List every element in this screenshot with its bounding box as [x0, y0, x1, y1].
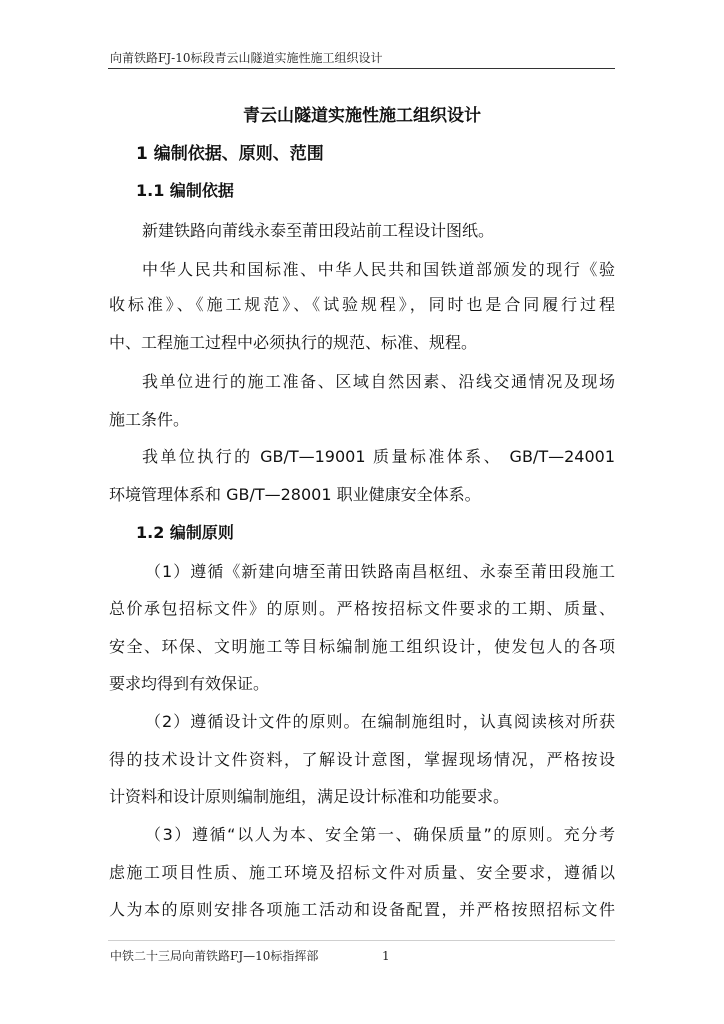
document-title: 青云山隧道实施性施工组织设计	[243, 106, 481, 126]
subsection-heading-1-2: 1.2 编制原则	[136, 523, 234, 542]
paragraph-line: 人为本的原则安排各项施工活动和设备配置，并严格按照招标文件	[109, 900, 615, 919]
paragraph-line: 得的技术设计文件资料，了解设计意图，掌握现场情况，严格按设	[109, 750, 615, 769]
paragraph-line: 收标准》、《施工规范》、《试验规程》，同时也是合同履行过程	[109, 295, 615, 314]
section-heading-1: 1 编制依据、原则、范围	[136, 144, 324, 164]
paragraph-line: （2）遵循设计文件的原则。在编制施组时，认真阅读核对所获	[145, 712, 615, 731]
paragraph-line: 我单位执行的 GB/T—19001 质量标准体系、 GB/T—24001	[142, 447, 615, 466]
paragraph-line: （1）遵循《新建向塘至莆田铁路南昌枢纽、永泰至莆田段施工	[145, 562, 615, 581]
paragraph-line: （3）遵循“以人为本、安全第一、确保质量”的原则。充分考	[145, 825, 615, 844]
paragraph-line: 要求均得到有效保证。	[109, 674, 270, 693]
paragraph-line: 我单位进行的施工准备、区域自然因素、沿线交通情况及现场	[142, 372, 615, 391]
paragraph-line: 计资料和设计原则编制施组，满足设计标准和功能要求。	[109, 787, 510, 806]
footer-divider	[108, 940, 615, 941]
paragraph-line: 安全、环保、文明施工等目标编制施工组织设计，使发包人的各项	[109, 637, 615, 656]
paragraph-line: 中华人民共和国标准、中华人民共和国铁道部颁发的现行《验	[142, 260, 615, 279]
page-footer: 中铁二十三局向莆铁路FJ—10标指挥部	[110, 949, 319, 963]
page-number: 1	[382, 949, 390, 963]
subsection-heading-1-1: 1.1 编制依据	[136, 181, 234, 200]
paragraph-line: 中、工程施工过程中必须执行的规范、标准、规程。	[109, 333, 478, 352]
paragraph-line: 环境管理体系和 GB/T—28001 职业健康安全体系。	[109, 485, 481, 504]
paragraph-line: 虑施工项目性质、施工环境及招标文件对质量、安全要求，遵循以	[109, 863, 615, 882]
paragraph-line: 新建铁路向莆线永泰至莆田段站前工程设计图纸。	[142, 221, 495, 240]
paragraph-line: 施工条件。	[109, 410, 190, 429]
page-header: 向莆铁路FJ-10标段青云山隧道实施性施工组织设计	[110, 51, 383, 65]
header-divider	[108, 68, 615, 69]
paragraph-line: 总价承包招标文件》的原则。严格按招标文件要求的工期、质量、	[109, 599, 615, 618]
